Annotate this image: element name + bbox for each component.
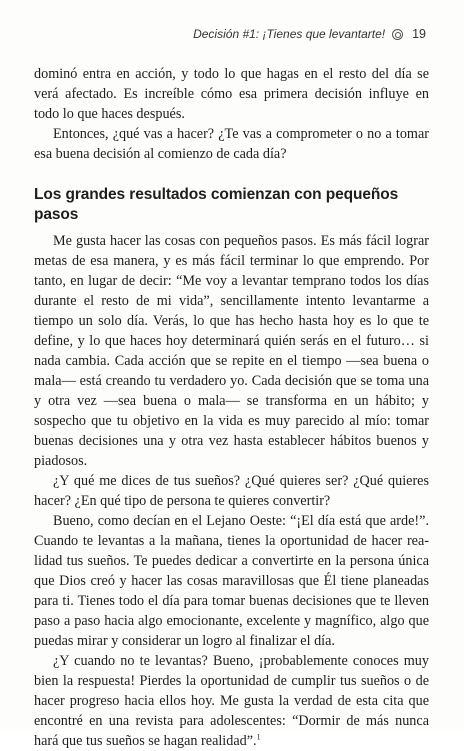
- running-head: [193, 27, 426, 41]
- running-title: Decisión #1: ¡Tienes que levantarte!: [193, 27, 386, 41]
- footnote-ref: 1: [256, 732, 261, 742]
- paragraph: [34, 651, 429, 751]
- body-text: [34, 64, 429, 751]
- paragraph: Bueno, como decían en el Lejano Oeste: “¡El día está que arde!”. Cuando te levantas a la mañana, tienes la oportunidad de hacer realidad tus sueños. Te puedes dedicar a convertirte en la persona única que Dios creó y hacer las cosas maravillosas que Él tiene planeadas para ti. Tienes todo el día para tomar buenas decisiones que te lleven paso a paso hacia algo emocionante, excelente y magnífico, algo que puedas mirar y considerar un logro al finalizar el día.: [34, 513, 429, 649]
- ornament-icon: [392, 29, 403, 40]
- page-number: 19: [412, 27, 426, 41]
- paragraph-text: ¿Y cuando no te levantas? Bueno, ¡probablemente conoces muy bien la respuesta! Pierdes la oportunidad de cumplir tus sueños o de hacer progreso hacia ellos hoy. Me gusta la verdad de esta cita que encontré en una revista para adolescentes: “Dormir de más nunca hará que tus sueños se hagan realidad”.: [34, 653, 429, 749]
- paragraph: Entonces, ¿qué vas a hacer? ¿Te vas a comprometer o no a tomar esa buena decisión al comienzo de cada día?: [34, 126, 429, 162]
- paragraph-continued: dominó entra en acción, y todo lo que hagas en el resto del día se verá afectado. Es increíble cómo esa primera decisión influye en todo lo que haces después.: [34, 66, 429, 122]
- section-heading: Los grandes resultados comienzan con pequeños pasos: [34, 186, 399, 223]
- paragraph: ¿Y qué me dices de tus sueños? ¿Qué quieres ser? ¿Qué quieres hacer? ¿En qué tipo de persona te quieres convertir?: [34, 473, 429, 509]
- paragraph: Me gusta hacer las cosas con pequeños pasos. Es más fácil lograr metas de esa manera, y es más fácil terminar lo que emprendo. Por tanto, en lugar de decir: “Me voy a levantar temprano todos los días durante el resto de mi vida”, sencillamente intento levantarme a tiempo un solo día. Verás, lo que has hecho hasta hoy es lo que te define, y lo que haces hoy determinará quién serás en el futuro… si nada cambia. Cada acción que se repite en el tiempo —sea buena o mala— está creando tu verdadero yo. Cada decisión que se toma una y otra vez —sea buena o mala— se transforma en un hábito; y sospecho que tu objetivo en la vida es muy parecido al mío: tomar buenas decisiones una y otra vez hasta establecer hábitos buenos y piadosos.: [34, 233, 429, 469]
